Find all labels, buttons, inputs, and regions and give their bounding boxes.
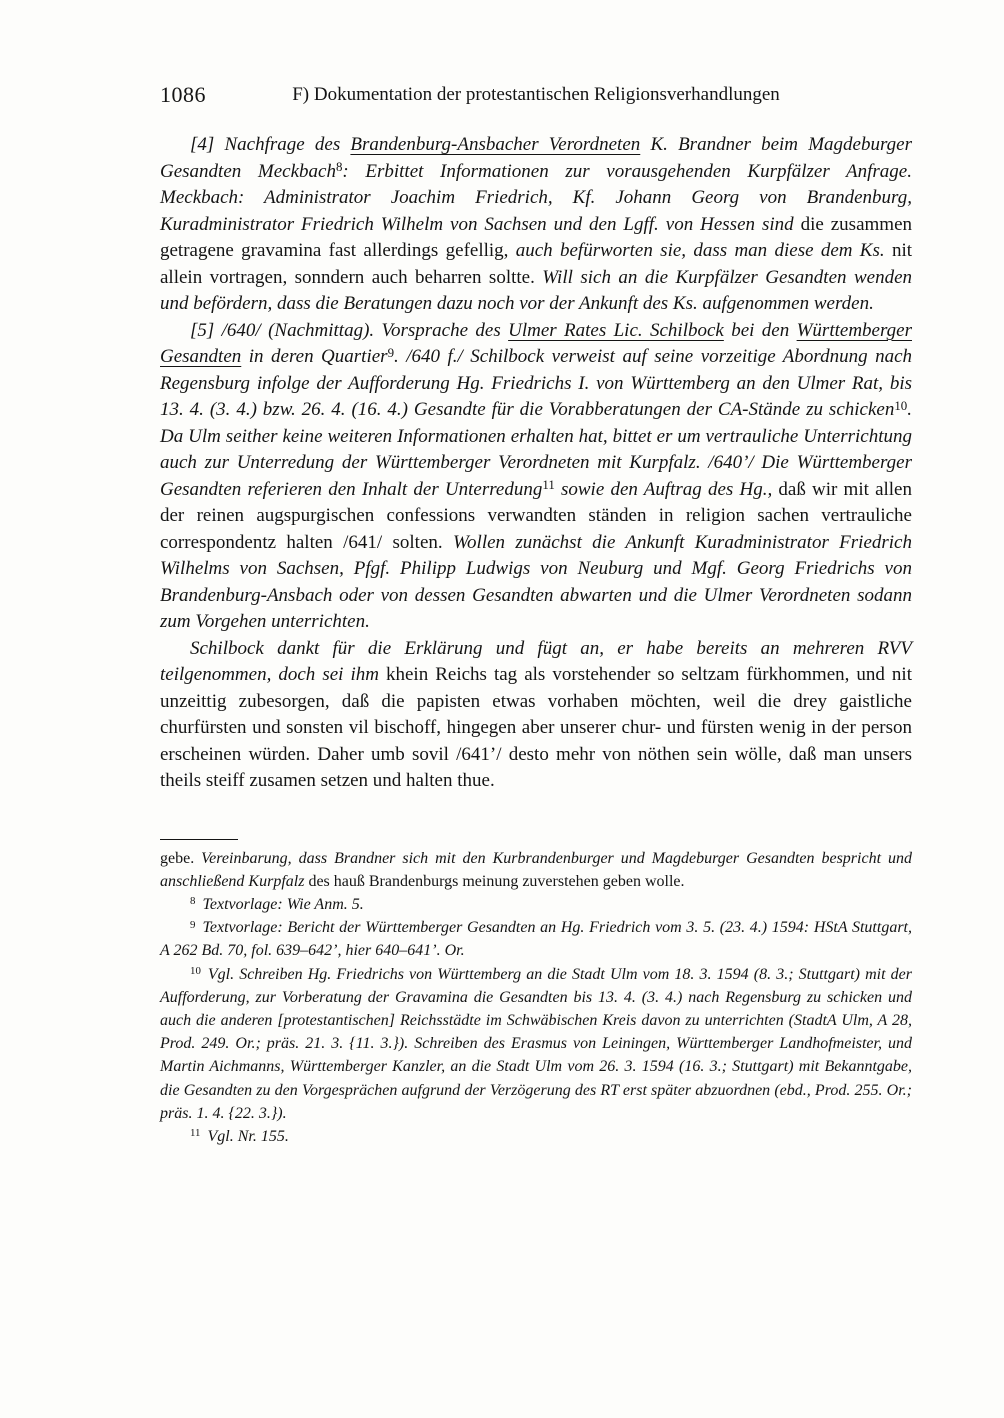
footnote	[160, 893, 912, 916]
footnote	[160, 1125, 912, 1148]
footnotes	[160, 847, 912, 1149]
text-segment: Will sich an die Kurpfälzer Gesandten wenden und befördern, dass die Beratungen dazu noch vor der Ankunft des Ks. aufgenommen werden.	[160, 266, 913, 314]
body-paragraph	[160, 636, 912, 795]
text-segment: Vgl. Schreiben Hg. Friedrichs von Württemberg an die Stadt Ulm vom 18. 3. 1594 (8. 3.; Stuttgart) mit der Aufforderung, zur Vorberatung der Gravamina die Gesandten bis 13. 4. (3. 4.) nach Regensburg zu schicken und auch die anderen [protestantischen] Reichsstädte im Schwäbischen Kreis davon zu unterrichten (StadtA Ulm, A 28, Prod. 249. Or.; präs. 21. 3. {11. 3.}). Schreiben des Erasmus von Leiningen, Württemberger Landhofmeister, und Martin Aichmanns, Württemberger Kanzler, an die Stadt Ulm vom 26. 3. 1594 (16. 3.; Stuttgart) mit Bekanntgabe, die Gesandten zu den Vorgesprächen aufgrund der Verzögerung des RT erst später abzuordnen (ebd., Prod. 255. Or.; präs. 1. 4. {22. 3.}).	[160, 965, 912, 1122]
footnote	[160, 916, 912, 962]
text-segment: K. Brandner beim Magdeburger Gesandten Meckbach	[160, 134, 912, 182]
text-segment: [5] /640/ (Nachmittag). Vorsprache des	[190, 319, 509, 341]
text-segment: . Da Ulm seither keine weiteren Informationen erhalten hat, bittet er um vertrauliche Unterrichtung auch zur Unterredung der Württemberger Verordneten mit Kurpfalz. /640’/ Die Württemberger Gesandten referieren den Inhalt der Unterredung	[160, 399, 912, 500]
text-segment: Brandenburg-Ansbacher Verordneten	[350, 134, 641, 155]
text-segment: khein Reichs tag als vorstehender so seltzam fürkhommen, und nit unzeittig zubesorgen, daß die papisten etwas vorhaben möchten, weil die drey gaistliche churfürsten und sonsten vil bischoff, hingegen aber unserer chur- und fürsten wenig in der person erscheinen würden. Daher umb sovil /641’/ desto mehr von nöthen sein wölle, daß man unsers theils steiff zusamen setzen und halten thue.	[160, 664, 912, 791]
page-number: 1086	[160, 82, 206, 107]
footnote-number: 11	[190, 1127, 201, 1140]
footnote-number: 10	[190, 964, 201, 977]
text-segment: in deren Quartier	[241, 346, 388, 367]
page-header	[160, 82, 912, 110]
body-paragraph	[160, 132, 912, 318]
text-segment: auch befürworten sie, dass man diese dem Ks.	[515, 240, 892, 261]
text-segment: sowie den Auftrag des Hg.,	[554, 478, 779, 500]
text-segment: gebe.	[160, 849, 202, 867]
footnote-number: 8	[190, 895, 196, 908]
footnote-reference: 10	[894, 397, 908, 413]
footnote-number: 9	[190, 918, 196, 931]
footnote	[160, 963, 912, 1125]
text-segment: daß wir mit allen der reinen augspurgischen confessions verwandten ständen in religion sachen vertrauliche correspondentz halten /641/ solten.	[160, 478, 912, 553]
text-segment: [4] Nachfrage des	[190, 134, 351, 155]
text-segment: nit allein vortragen, sonndern auch beharren soltte.	[160, 240, 912, 288]
text-segment: die zusammen getragene gravamina fast allerdings gefellig,	[160, 213, 913, 261]
running-title: F) Dokumentation der protestantischen Religionsverhandlungen	[292, 84, 780, 105]
text-segment: Vgl. Nr. 155.	[207, 1127, 289, 1145]
text-segment: Ulmer Rates Lic. Schilbock	[508, 319, 724, 341]
text-segment: Textvorlage: Wie Anm. 5.	[202, 895, 364, 913]
text-segment: des hauß Brandenburgs meinung zuverstehen geben wolle.	[308, 872, 685, 890]
footnote-reference: 11	[542, 477, 555, 493]
text-segment: Vereinbarung, dass Brandner sich mit den Kurbrandenburger und Magdeburger Gesandten bespricht und anschließend Kurpfalz	[160, 849, 912, 890]
body-text	[160, 132, 912, 795]
text-segment: bei den	[723, 319, 797, 341]
footnote-reference: 9	[387, 344, 395, 360]
text-segment: . /640 f./ Schilbock verweist auf seine vorzeitige Abordnung nach Regensburg infolge der Aufforderung Hg. Friedrichs I. von Württemberg an den Ulmer Rat, bis 13. 4. (3. 4.) bzw. 26. 4. (16. 4.) Gesandte für die Vorabberatungen der CA-Stände zu schicken	[160, 346, 913, 420]
text-segment: Wollen zunächst die Ankunft Kuradministrator Friedrich Wilhelms von Sachsen, Pfgf. Philipp Ludwigs von Neuburg und Mgf. Georg Friedrichs von Brandenburg-Ansbach oder von dessen Gesandten abwarten und die Ulmer Verordneten sodann zum Vorgehen unterrichten.	[160, 531, 912, 632]
text-segment: Textvorlage: Bericht der Württemberger Gesandten an Hg. Friedrich vom 3. 5. (23. 4.) 1594: HStA Stuttgart, A 262 Bd. 70, fol. 639–642’, hier 640–641’. Or.	[160, 919, 912, 960]
footnote-reference: 8	[335, 159, 343, 175]
footnote-separator	[160, 839, 238, 840]
body-paragraph	[160, 318, 912, 636]
text-segment: Schilbock dankt für die Erklärung und fügt an, er habe bereits an mehreren RVV teilgenommen, doch sei ihm	[160, 637, 912, 685]
text-segment: : Erbittet Informationen zur vorausgehenden Kurpfälzer Anfrage. Meckbach: Administrator Joachim Friedrich, Kf. Johann Georg von Brandenburg, Kuradministrator Friedrich Wilhelm von Sachsen und den Lgff. von Hessen sind	[160, 160, 912, 235]
text-segment: Württemberger Gesandten	[160, 319, 912, 367]
page-content	[160, 82, 912, 1148]
footnote	[160, 847, 912, 893]
